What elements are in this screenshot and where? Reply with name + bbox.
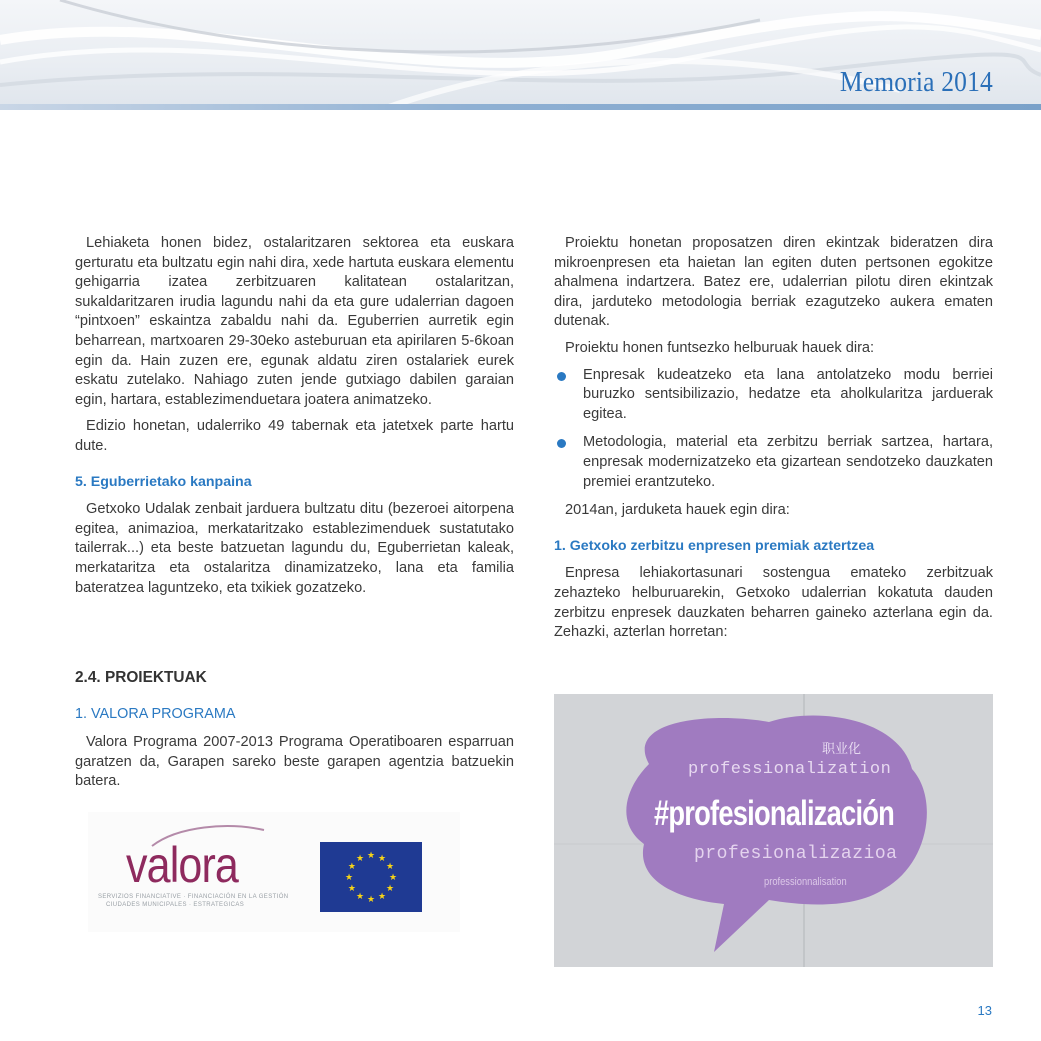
bubble-text-french: professionnalisation bbox=[764, 876, 847, 888]
bubble-text-chinese: 职业化 bbox=[822, 741, 862, 756]
speech-bubble-photo bbox=[554, 694, 993, 967]
header-rule bbox=[0, 104, 1041, 110]
objectives-list bbox=[554, 366, 993, 493]
bullet-icon bbox=[557, 372, 566, 381]
list-item: Enpresak kudeatzeko eta lana antolatzeko modu berriei buruzko sentsibilizazio, hedatze eta aholkularitza jarduerak egitea. bbox=[554, 366, 993, 425]
left-column bbox=[75, 234, 514, 605]
header-title: Memoria 2014 bbox=[839, 66, 993, 98]
page-number: 13 bbox=[977, 1003, 992, 1018]
paragraph: Proiektu honen funtsezko helburuak hauek dira: bbox=[565, 339, 875, 356]
eu-star-icon: ★ bbox=[366, 850, 376, 860]
eu-star-icon: ★ bbox=[347, 883, 356, 893]
eu-star-icon: ★ bbox=[386, 883, 395, 893]
eu-star-icon: ★ bbox=[344, 872, 354, 882]
paragraph: 2014an, jarduketa hauek egin dira: bbox=[565, 502, 790, 519]
paragraph: Edizio honetan, udalerriko 49 tabernak eta jatetxek parte hartu dute. bbox=[75, 418, 514, 454]
paragraph: Enpresa lehiakortasunari sostengua emateko zerbitzuak zehazteko helburuarekin, Getxoko udalerrian kokatuta dauden zerbitzu enpresek dauzkaten beharren gaineko azterlana egin da. Zehazki, azterlan horretan: bbox=[554, 565, 993, 641]
paragraph: Valora Programa 2007-2013 Programa Operatiboaren esparruan garatzen da, Garapen sareko beste garapen agentzia batzuekin batera. bbox=[75, 734, 514, 790]
eu-star-icon: ★ bbox=[377, 852, 387, 863]
paragraph: Lehiaketa honen bidez, ostalaritzaren sektorea eta euskara gerturatu eta bultzatu egin nahi dira, xede hartuta euskara elementu gehigarria izatea zerbitzuaren kalitatean ostalaritzan, sukaldaritzaren irudia lagundu nahi da eta gure udalerrian dagoen “pintxoen” eskaintza zabaldu nahi da. Eguberrien aurretik egin beharrean, martxoaren 29-30eko asteburuan eta apirilaren 5-6koan egin da. Hain zuzen ere, egunak aldatu ziren ostalariek eurek eskatu zutelako. Nahiago zuten jende gutxiago dabilen garaian egin, hartara, establezimenduetara joatera animatzeko. bbox=[75, 235, 514, 408]
valora-logo-subtitle: SERVIZIOS FINANCIATIVE · FINANCIACIÓN EN LA GESTIÓN bbox=[98, 894, 289, 900]
projects-section bbox=[75, 668, 514, 792]
section-heading: 1. VALORA PROGRAMA bbox=[75, 705, 236, 722]
bubble-text-basque: profesionalizazioa bbox=[694, 844, 898, 864]
bubble-text-hashtag: #profesionalización bbox=[654, 794, 895, 833]
eu-star-icon: ★ bbox=[355, 852, 365, 863]
valora-logo-subtitle: CIUDADES MUNICIPALES · ESTRATEGICAS bbox=[106, 902, 245, 908]
eu-star-icon: ★ bbox=[347, 861, 356, 871]
eu-flag-icon bbox=[320, 842, 422, 912]
eu-star-icon: ★ bbox=[355, 891, 365, 902]
eu-star-icon: ★ bbox=[366, 894, 376, 904]
bubble-text-english: professionalization bbox=[688, 760, 892, 779]
eu-star-icon: ★ bbox=[386, 861, 395, 871]
section-heading: 5. Eguberrietako kanpaina bbox=[75, 473, 252, 490]
paragraph: Proiektu honetan proposatzen diren ekintzak bideratzen dira mikroenpresen eta haietan lan egiten duten pertsonen egokitze ahalmena indartzera. Batez ere, udalerrian pilotu diren ekintzak dira, jarduteko metodologia berriak ezagutzeko aukera ematen dutenak. bbox=[554, 235, 993, 330]
eu-star-icon: ★ bbox=[377, 891, 387, 902]
right-column bbox=[554, 234, 993, 650]
list-item: Metodologia, material eta zerbitzu berriak sartzea, hartara, enpresak modernizatzeko eta gizartean sendotzeko dauzkaten premiei erantzuteko. bbox=[554, 433, 993, 492]
page-header bbox=[0, 0, 1041, 110]
bullet-icon bbox=[557, 439, 566, 448]
paragraph: Getxoko Udalak zenbait jarduera bultzatu ditu (bezeroei aitorpena egitea, animazioa, merkataritzako establezimenduek sustatutako tailerrak...) eta beste batzuetan lagundu du, Eguberrietan kaleak, merkataritza eta ostalaritza dinamizatzeko, lana eta familia bateratzea laguntzeko, eta txikiek gozatzeko. bbox=[75, 501, 514, 596]
valora-logo-text: valora bbox=[126, 837, 238, 893]
logos-image bbox=[88, 812, 460, 932]
eu-star-icon: ★ bbox=[388, 872, 398, 882]
section-heading: 1. Getxoko zerbitzu enpresen premiak aztertzea bbox=[554, 537, 875, 554]
section-title: 2.4. PROIEKTUAK bbox=[75, 669, 207, 686]
